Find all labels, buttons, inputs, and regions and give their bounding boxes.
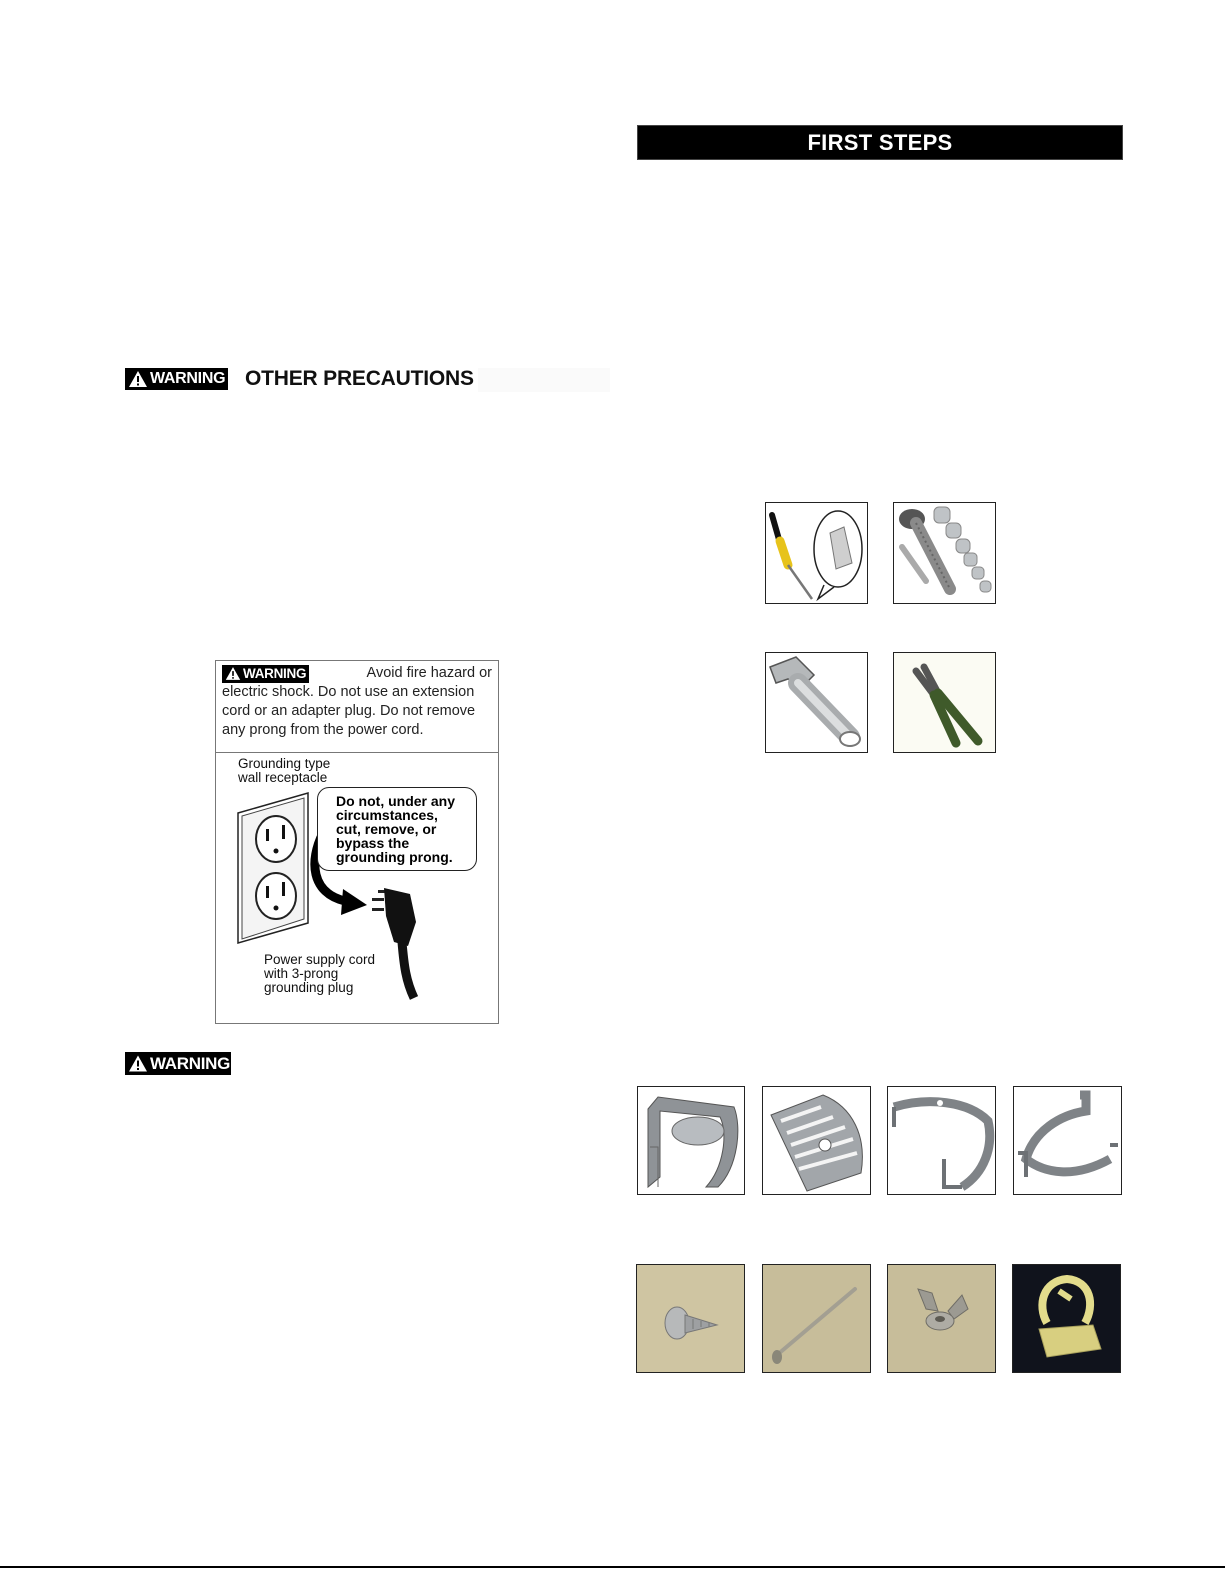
wing-nut-icon bbox=[888, 1265, 995, 1372]
band-clamp-thumb-2 bbox=[1013, 1086, 1122, 1195]
grounding-warning-label bbox=[215, 660, 499, 1024]
label-warning-text bbox=[216, 661, 498, 753]
cord-clip-icon bbox=[1013, 1265, 1120, 1372]
adjustable-wrench-thumb bbox=[765, 652, 868, 753]
band-clamp-thumb-1 bbox=[887, 1086, 996, 1195]
wing-nut-thumb bbox=[887, 1264, 996, 1373]
socket-wrench-set-icon bbox=[894, 503, 995, 603]
label-warning-badge bbox=[222, 665, 309, 683]
warning-triangle-icon bbox=[128, 1054, 148, 1073]
long-bolt-thumb bbox=[762, 1264, 871, 1373]
adjustable-wrench-icon bbox=[766, 653, 867, 752]
wall-outlet-icon bbox=[236, 791, 311, 946]
screw-icon bbox=[637, 1265, 744, 1372]
first-steps-banner: FIRST STEPS bbox=[637, 125, 1123, 160]
label-text-body: electric shock. Do not use an extension cord or an adapter plug. Do not remove any prong from the power cord. bbox=[222, 684, 476, 738]
screwdriver-icon bbox=[766, 503, 867, 603]
warning-triangle-icon bbox=[128, 370, 148, 388]
warning-badge-label: WARNING bbox=[150, 370, 226, 387]
label-badge-text: WARNING bbox=[243, 666, 307, 681]
bottom-warning-badge bbox=[125, 1052, 231, 1075]
label-text-line1: Avoid fire hazard or bbox=[366, 665, 492, 681]
other-precautions-title: OTHER PRECAUTIONS bbox=[245, 367, 474, 390]
grounding-prong-bubble: Do not, under any circumstances, cut, remove, or bypass the grounding prong. bbox=[317, 787, 477, 871]
cord-clip-thumb bbox=[1012, 1264, 1121, 1373]
receptacle-caption: Grounding type wall receptacle bbox=[238, 756, 331, 785]
pliers-thumb bbox=[893, 652, 996, 753]
warning-badge bbox=[125, 368, 228, 390]
cord-caption: Power supply cord with 3-prong grounding plug bbox=[264, 952, 376, 995]
band-clamp-icon bbox=[1014, 1087, 1121, 1194]
socket-set-thumb bbox=[893, 502, 996, 604]
u-bracket-icon bbox=[638, 1087, 744, 1194]
bottom-warning-label: WARNING bbox=[150, 1053, 231, 1073]
heading-shade bbox=[478, 368, 610, 392]
pliers-icon bbox=[894, 653, 995, 752]
fan-guard-icon bbox=[763, 1087, 870, 1194]
fan-guard-thumb bbox=[762, 1086, 871, 1195]
long-bolt-icon bbox=[763, 1265, 870, 1372]
band-clamp-icon bbox=[888, 1087, 995, 1194]
warning-triangle-icon bbox=[225, 666, 241, 681]
screwdriver-thumb bbox=[765, 502, 868, 604]
bottom-rule bbox=[0, 1566, 1225, 1568]
screw-thumb bbox=[636, 1264, 745, 1373]
u-bracket-thumb bbox=[637, 1086, 745, 1195]
